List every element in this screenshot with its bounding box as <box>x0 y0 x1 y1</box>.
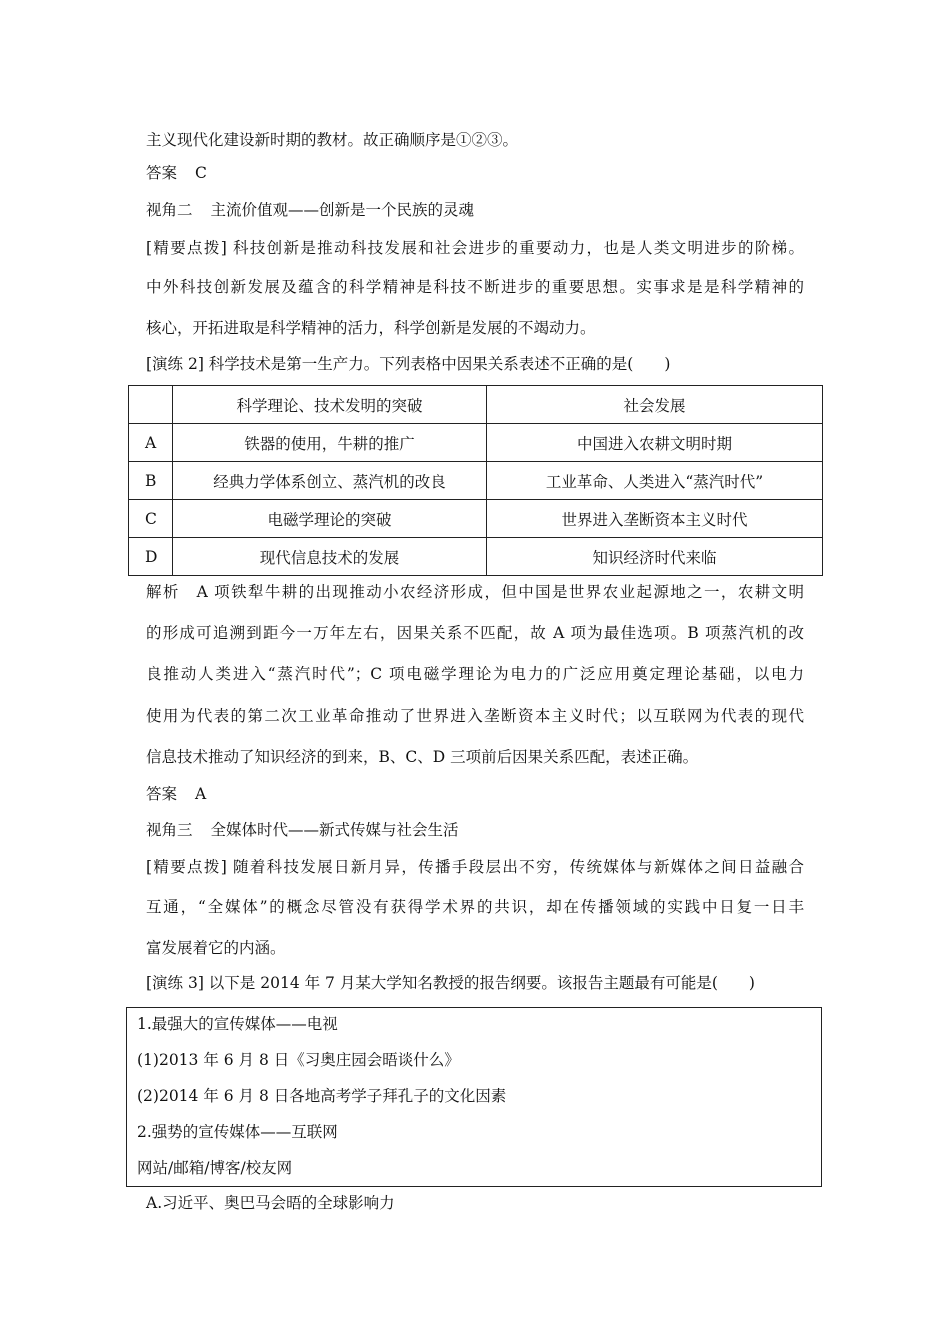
outline-item: 2.强势的宣传媒体——互联网 <box>137 1123 338 1141</box>
cause-cell: 电磁学理论的突破 <box>173 500 487 538</box>
tips-3-line: 富发展着它的内涵。 <box>146 939 286 957</box>
angle-label: 视角二 <box>146 201 193 219</box>
choice-a: A.习近平、奥巴马会晤的全球影响力 <box>146 1194 395 1212</box>
answer-label: 答案 <box>146 785 178 803</box>
angle-title: 全媒体时代——新式传媒与社会生活 <box>210 821 459 839</box>
table-header-cell: 社会发展 <box>487 386 823 424</box>
table-row <box>129 538 823 576</box>
causal-table <box>128 385 823 576</box>
answer-value: C <box>195 164 207 182</box>
option-cell: C <box>129 500 173 538</box>
option-cell: D <box>129 538 173 576</box>
tips-3-line: [精要点拨] 随着科技发展日新月异，传播手段层出不穷，传统媒体与新媒体之间日益融合 <box>146 858 804 876</box>
angle-title: 主流价值观——创新是一个民族的灵魂 <box>210 201 475 219</box>
effect-cell: 世界进入垄断资本主义时代 <box>487 500 823 538</box>
cause-cell: 现代信息技术的发展 <box>173 538 487 576</box>
table-row <box>129 500 823 538</box>
angle-2-heading <box>146 200 474 220</box>
outline-item: (2)2014 年 6 月 8 日各地高考学子拜孔子的文化因素 <box>137 1087 507 1105</box>
effect-cell: 中国进入农耕文明时期 <box>487 424 823 462</box>
table-header-row <box>129 386 823 424</box>
answer-1 <box>146 163 207 183</box>
cause-cell: 经典力学体系创立、蒸汽机的改良 <box>173 462 487 500</box>
angle-label: 视角三 <box>146 821 193 839</box>
table-row <box>129 424 823 462</box>
answer-label: 答案 <box>146 164 178 182</box>
option-cell: B <box>129 462 173 500</box>
outline-item: 1.最强大的宣传媒体——电视 <box>137 1015 338 1033</box>
intro-line: 主义现代化建设新时期的教材。故正确顺序是①②③。 <box>146 131 519 149</box>
answer-value: A <box>195 785 207 803</box>
tips-3-line: 互通，“全媒体”的概念尽管没有获得学术界的共识，却在传播领域的实践中日复一日丰 <box>146 898 804 916</box>
effect-cell: 知识经济时代来临 <box>487 538 823 576</box>
table-header-cell <box>129 386 173 424</box>
tips-2-line: 核心，开拓进取是科学精神的活力，科学创新是发展的不竭动力。 <box>146 319 596 337</box>
option-cell: A <box>129 424 173 462</box>
angle-3-heading <box>146 820 459 840</box>
outline-item: (1)2013 年 6 月 8 日《习奥庄园会晤谈什么》 <box>137 1051 460 1069</box>
analysis-2-line: 解析 A 项铁犁牛耕的出现推动小农经济形成，但中国是世界农业起源地之一，农耕文明 <box>146 583 804 601</box>
outline-item: 网站/邮箱/博客/校友网 <box>137 1159 293 1177</box>
analysis-2-line: 的形成可追溯到距今一万年左右，因果关系不匹配，故 A 项为最佳选项。B 项蒸汽机的改 <box>146 624 804 642</box>
tips-2-line: 中外科技创新发展及蕴含的科学精神是科技不断进步的重要思想。实事求是是科学精神的 <box>146 278 804 296</box>
effect-cell: 工业革命、人类进入“蒸汽时代” <box>487 462 823 500</box>
analysis-2-line: 使用为代表的第二次工业革命推动了世界进入垄断资本主义时代；以互联网为代表的现代 <box>146 707 804 725</box>
analysis-2-line: 信息技术推动了知识经济的到来，B、C、D 三项前后因果关系匹配，表述正确。 <box>146 748 699 766</box>
exercise-3-question: [演练 3] 以下是 2014 年 7 月某大学知名教授的报告纲要。该报告主题最有可能是( ) <box>146 974 755 992</box>
cause-cell: 铁器的使用，牛耕的推广 <box>173 424 487 462</box>
analysis-2-line: 良推动人类进入“蒸汽时代”；C 项电磁学理论为电力的广泛应用奠定理论基础，以电力 <box>146 665 804 683</box>
table-row <box>129 462 823 500</box>
exercise-2-question: [演练 2] 科学技术是第一生产力。下列表格中因果关系表述不正确的是( ) <box>146 355 671 373</box>
table-header-cell: 科学理论、技术发明的突破 <box>173 386 487 424</box>
report-outline-box <box>126 1007 822 1187</box>
answer-2 <box>146 784 206 804</box>
tips-2-line: [精要点拨] 科技创新是推动科技发展和社会进步的重要动力，也是人类文明进步的阶梯。 <box>146 239 804 257</box>
